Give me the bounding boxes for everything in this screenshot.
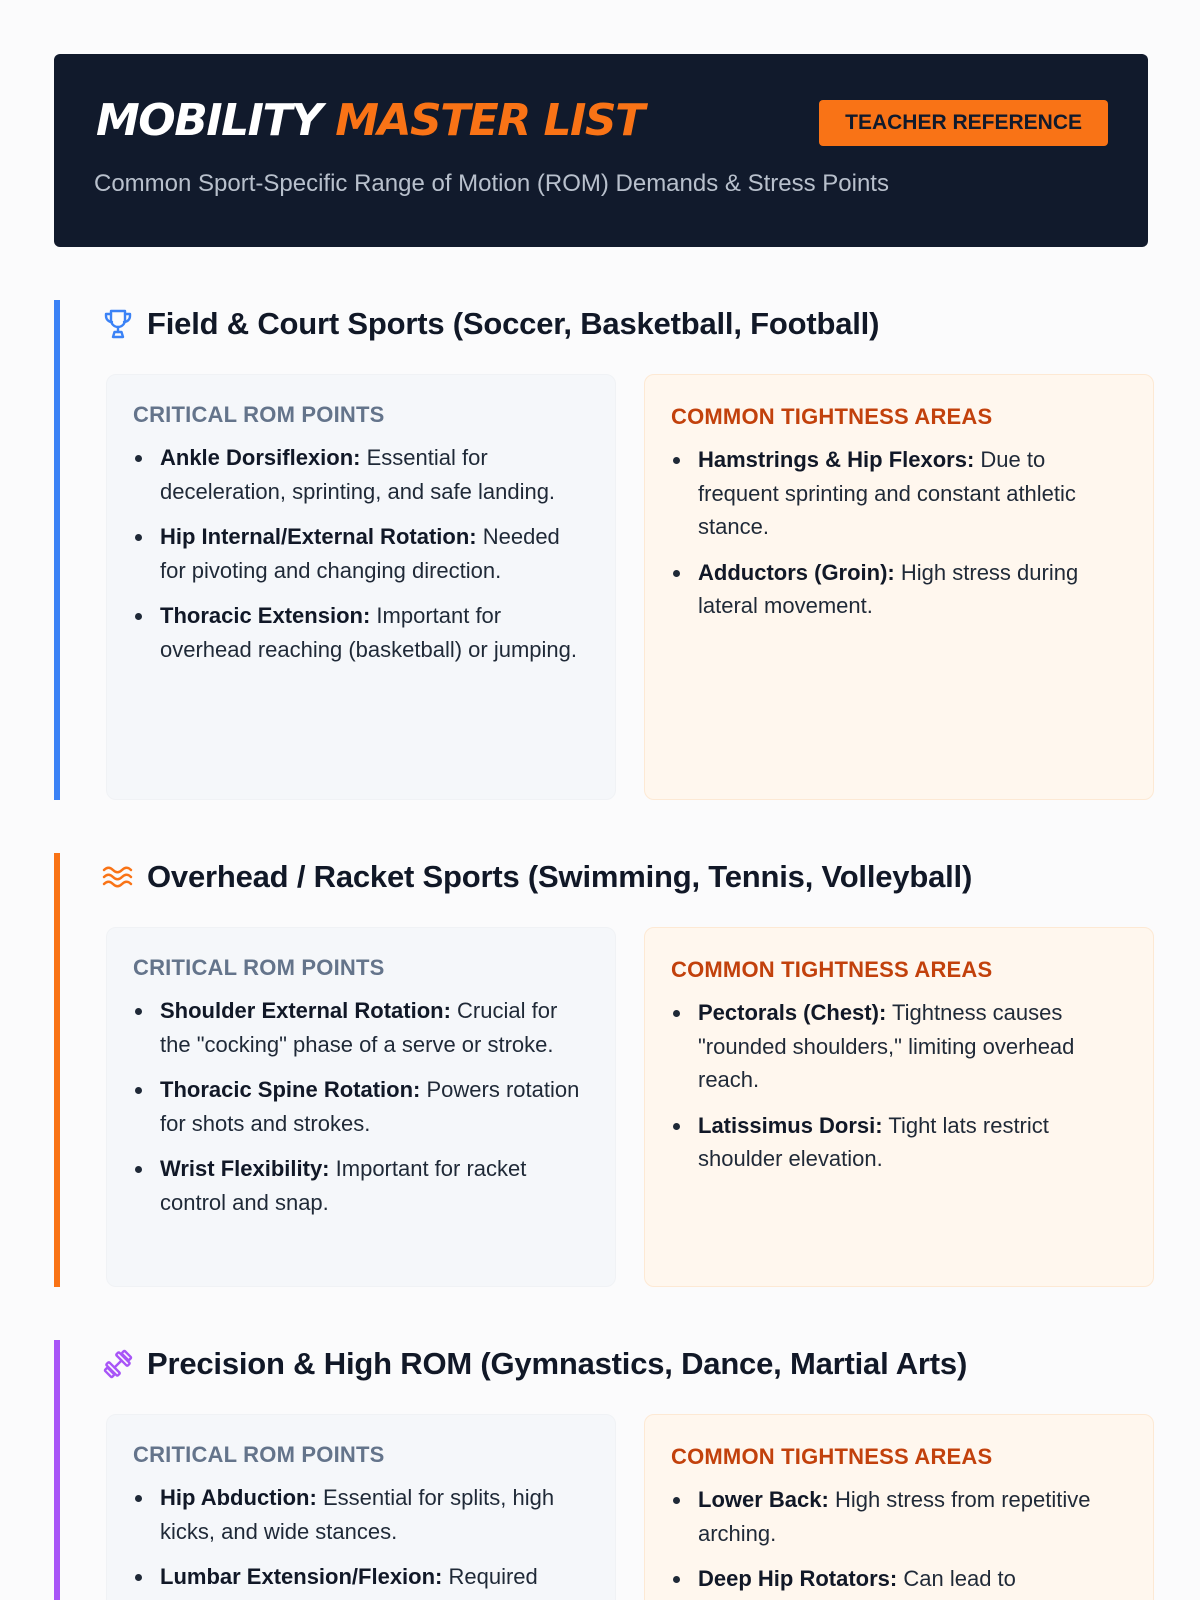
card-title: COMMON TIGHTNESS AREAS [671,1444,993,1469]
list-item: Deep Hip Rotators: Can lead to [671,1562,1127,1596]
header-banner [54,54,1148,247]
tightness-card [644,927,1154,1287]
dumbbell-icon [100,1346,136,1382]
tightness-card [644,374,1154,800]
title-part-2: MASTER LIST [335,95,644,146]
tightness-list [671,996,1127,1176]
list-item: Hip Abduction: Essential for splits, high kicks, and wide stances. [133,1481,589,1548]
waves-icon [100,859,136,895]
list-item: Shoulder External Rotation: Crucial for the "cocking" phase of a serve or stroke. [133,994,589,1061]
section-header [100,300,879,348]
section-header [100,853,972,901]
card-title: CRITICAL ROM POINTS [133,955,385,980]
page-title [96,96,644,146]
title-part-1: MOBILITY [96,95,322,146]
section-overhead-racket [54,853,1148,1287]
tightness-card [644,1414,1154,1600]
list-item: Lumbar Extension/Flexion: Required [133,1560,589,1594]
list-item: Pectorals (Chest): Tightness causes "rounded shoulders," limiting overhead reach. [671,996,1127,1097]
list-item: Thoracic Spine Rotation: Powers rotation for shots and strokes. [133,1073,589,1140]
section-title: Precision & High ROM (Gymnastics, Dance, Martial Arts) [147,1346,968,1381]
tightness-list [671,1483,1127,1596]
trophy-icon [100,306,136,342]
teacher-reference-badge: TEACHER REFERENCE [819,100,1108,146]
rom-list [133,441,589,666]
section-field-court [54,300,1148,800]
list-item: Latissimus Dorsi: Tight lats restrict shoulder elevation. [671,1109,1127,1176]
card-title: CRITICAL ROM POINTS [133,402,385,427]
card-title: COMMON TIGHTNESS AREAS [671,404,993,429]
card-title: COMMON TIGHTNESS AREAS [671,957,993,982]
rom-list [133,994,589,1219]
card-title: CRITICAL ROM POINTS [133,1442,385,1467]
list-item: Hip Internal/External Rotation: Needed for pivoting and changing direction. [133,520,589,587]
section-header [100,1340,967,1388]
critical-rom-card [106,374,616,800]
list-item: Hamstrings & Hip Flexors: Due to frequent sprinting and constant athletic stance. [671,443,1127,544]
section-precision-high-rom [54,1340,1148,1600]
list-item: Lower Back: High stress from repetitive arching. [671,1483,1127,1550]
section-title: Field & Court Sports (Soccer, Basketball, Football) [147,306,880,341]
page-subtitle: Common Sport-Specific Range of Motion (ROM) Demands & Stress Points [94,170,889,197]
list-item: Wrist Flexibility: Important for racket control and snap. [133,1152,589,1219]
critical-rom-card [106,1414,616,1600]
list-item: Thoracic Extension: Important for overhead reaching (basketball) or jumping. [133,599,589,666]
critical-rom-card [106,927,616,1287]
list-item: Ankle Dorsiflexion: Essential for deceleration, sprinting, and safe landing. [133,441,589,508]
rom-list [133,1481,589,1594]
tightness-list [671,443,1127,623]
section-title: Overhead / Racket Sports (Swimming, Tennis, Volleyball) [147,859,973,894]
list-item: Adductors (Groin): High stress during lateral movement. [671,556,1127,623]
